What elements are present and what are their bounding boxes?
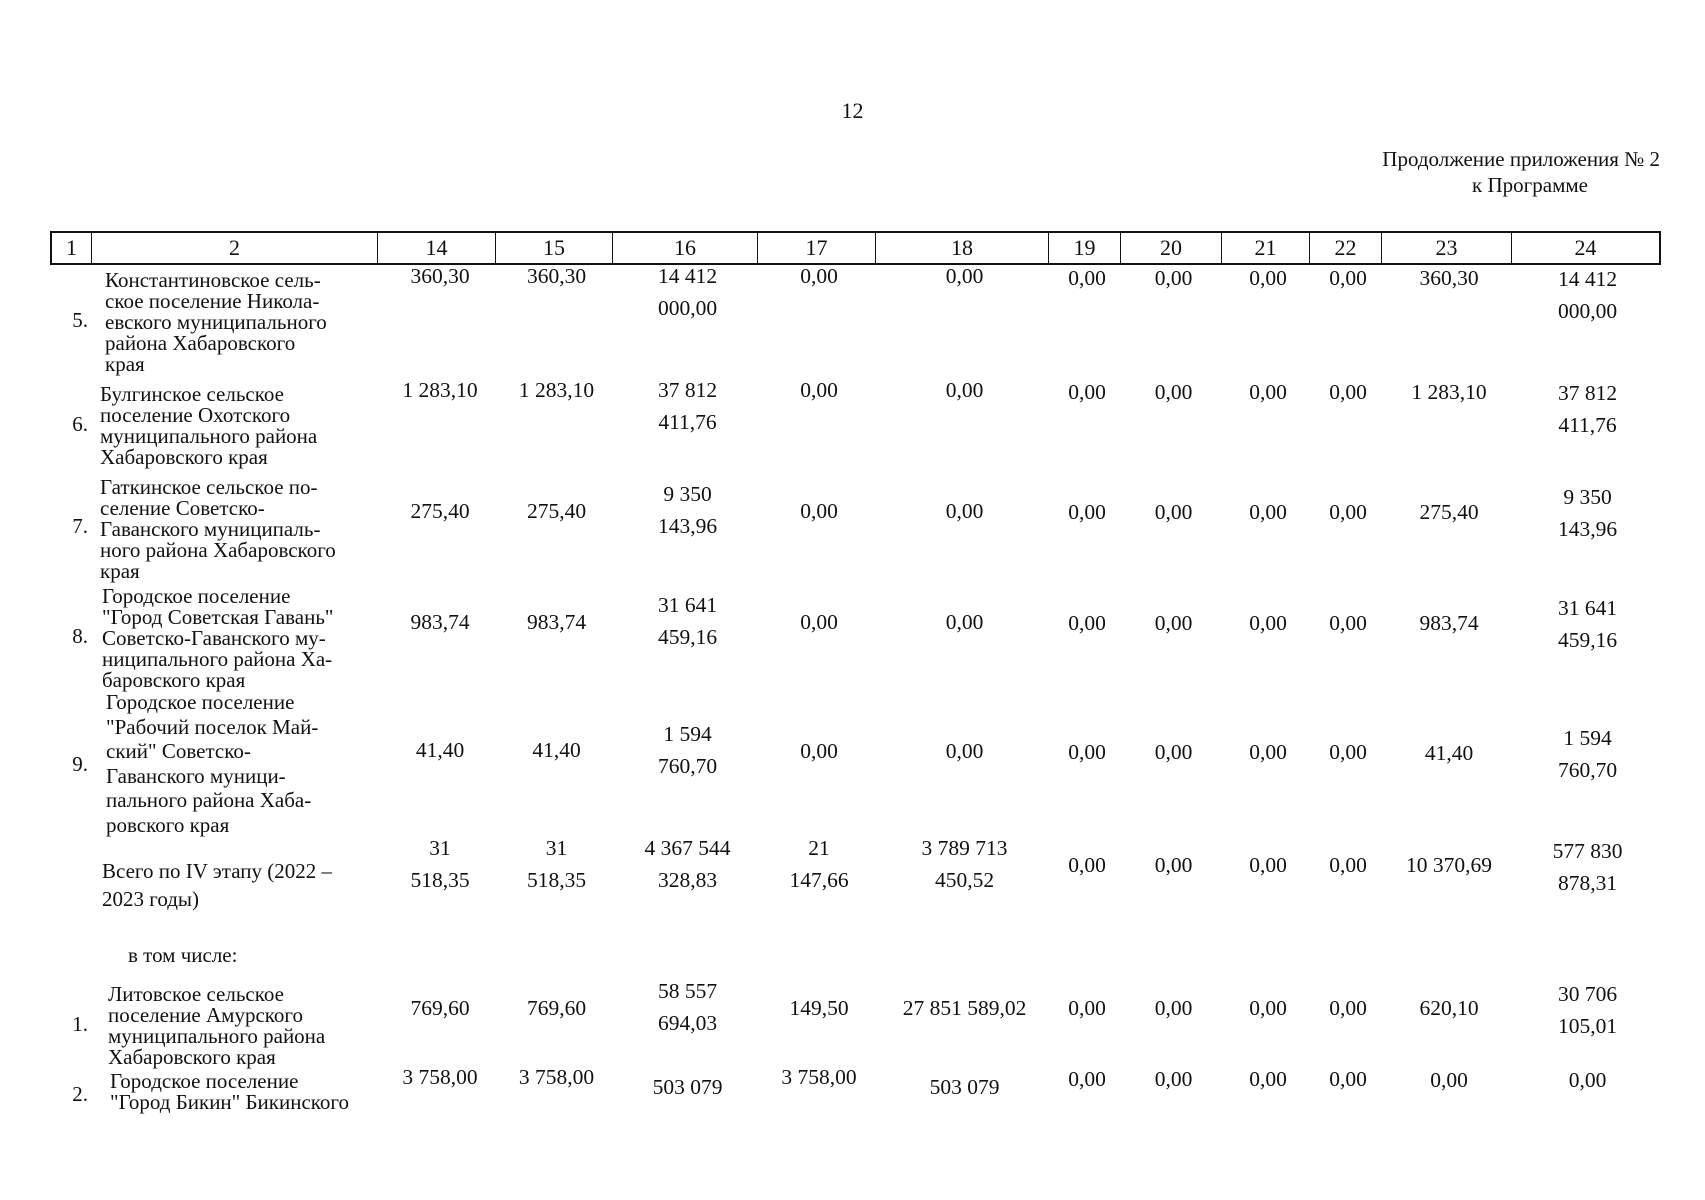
row-number: 1. xyxy=(72,1012,88,1036)
municipality-name: Городское поселение "Рабочий поселок Май- ский" Советско- Гаванского муници- пального района Хаба- ровского края xyxy=(106,690,319,837)
cell-col-16: 31 641 459,16 xyxy=(657,593,718,649)
cell-col-21: 0,00 xyxy=(1249,266,1287,290)
appendix-line-1: Продолжение приложения № 2 xyxy=(1382,147,1660,171)
row-number: 8. xyxy=(72,624,88,648)
cell-col-21: 0,00 xyxy=(1249,853,1287,877)
cell-col-15: 31 518,35 xyxy=(526,836,587,892)
column-header: 1 xyxy=(52,233,92,263)
cell-col-19: 0,00 xyxy=(1068,853,1106,877)
cell-col-15: 1 283,10 xyxy=(518,378,595,402)
cell-col-23: 1 283,10 xyxy=(1411,380,1487,404)
cell-col-21: 0,00 xyxy=(1249,996,1287,1020)
cell-col-16: 58 557 694,03 xyxy=(657,979,718,1035)
cell-col-16: 1 594 760,70 xyxy=(657,722,718,778)
cell-col-19: 0,00 xyxy=(1068,1067,1106,1091)
cell-col-23: 275,40 xyxy=(1419,500,1479,524)
total-label: Всего по IV этапу (2022 – 2023 годы) xyxy=(102,859,332,911)
column-header: 14 xyxy=(378,233,496,263)
cell-col-22: 0,00 xyxy=(1329,266,1367,290)
cell-col-22: 0,00 xyxy=(1329,996,1367,1020)
cell-col-19: 0,00 xyxy=(1068,380,1106,404)
column-header: 18 xyxy=(876,233,1049,263)
including-label: в том числе: xyxy=(128,943,238,967)
cell-col-15: 983,74 xyxy=(526,610,587,634)
cell-col-22: 0,00 xyxy=(1329,611,1367,635)
cell-col-17: 149,50 xyxy=(789,996,849,1020)
column-header: 23 xyxy=(1382,233,1512,263)
column-header: 21 xyxy=(1222,233,1310,263)
municipality-name: Булгинское сельское поселение Охотского муниципального района Хабаровского края xyxy=(100,382,318,469)
cell-col-23: 620,10 xyxy=(1419,996,1479,1020)
cell-col-24: 30 706 105,01 xyxy=(1557,982,1618,1038)
cell-col-18: 0,00 xyxy=(945,378,984,402)
column-header: 20 xyxy=(1121,233,1222,263)
cell-col-15: 360,30 xyxy=(526,264,587,288)
cell-col-14: 983,74 xyxy=(410,610,470,634)
cell-col-21: 0,00 xyxy=(1249,740,1287,764)
cell-col-21: 0,00 xyxy=(1249,1067,1287,1091)
row-number: 5. xyxy=(72,308,88,332)
cell-col-20: 0,00 xyxy=(1154,1067,1193,1091)
cell-col-15: 3 758,00 xyxy=(518,1065,595,1089)
cell-col-24: 14 412 000,00 xyxy=(1557,267,1618,323)
municipality-name: Городское поселение "Город Советская Гавань" Советско-Гаванского му- ниципального района Ха- баровского края xyxy=(102,584,334,692)
cell-col-23: 10 370,69 xyxy=(1406,853,1492,877)
cell-col-24: 31 641 459,16 xyxy=(1557,596,1618,652)
cell-col-14: 31 518,35 xyxy=(410,836,470,892)
cell-col-18: 0,00 xyxy=(945,739,984,763)
municipality-name: Литовское сельское поселение Амурского муниципального района Хабаровского края xyxy=(108,982,326,1069)
cell-col-17: 0,00 xyxy=(800,378,838,402)
cell-col-19: 0,00 xyxy=(1068,266,1106,290)
cell-col-18: 503 079 xyxy=(929,1075,1000,1099)
cell-col-21: 0,00 xyxy=(1249,380,1287,404)
cell-col-18: 3 789 713 450,52 xyxy=(921,836,1008,892)
cell-col-16: 9 350 143,96 xyxy=(657,482,718,538)
cell-col-24: 37 812 411,76 xyxy=(1557,381,1618,437)
cell-col-19: 0,00 xyxy=(1068,611,1106,635)
cell-col-21: 0,00 xyxy=(1249,500,1287,524)
cell-col-17: 0,00 xyxy=(800,610,838,634)
cell-col-19: 0,00 xyxy=(1068,500,1106,524)
cell-col-24: 0,00 xyxy=(1568,1068,1607,1092)
cell-col-16: 503 079 xyxy=(652,1075,723,1099)
cell-col-17: 21 147,66 xyxy=(789,836,849,892)
cell-col-14: 360,30 xyxy=(410,264,470,288)
cell-col-16: 37 812 411,76 xyxy=(657,378,718,434)
cell-col-18: 27 851 589,02 xyxy=(902,996,1027,1020)
cell-col-14: 3 758,00 xyxy=(402,1065,478,1089)
municipality-name: Константиновское сель- ское поселение Никола- евского муниципального района Хабаровского края xyxy=(105,268,327,376)
cell-col-17: 0,00 xyxy=(800,739,838,763)
cell-col-15: 41,40 xyxy=(532,738,581,762)
cell-col-18: 0,00 xyxy=(945,499,984,523)
cell-col-20: 0,00 xyxy=(1154,500,1193,524)
cell-col-23: 0,00 xyxy=(1430,1068,1468,1092)
row-number: 9. xyxy=(72,752,88,776)
cell-col-24: 9 350 143,96 xyxy=(1557,485,1618,541)
column-header: 19 xyxy=(1049,233,1121,263)
cell-col-15: 769,60 xyxy=(526,996,587,1020)
cell-col-16: 4 367 544 328,83 xyxy=(644,836,731,892)
cell-col-14: 769,60 xyxy=(410,996,470,1020)
cell-col-19: 0,00 xyxy=(1068,996,1106,1020)
column-header: 24 xyxy=(1574,235,1597,260)
cell-col-23: 983,74 xyxy=(1419,611,1479,635)
cell-col-16: 14 412 000,00 xyxy=(657,264,718,320)
cell-col-22: 0,00 xyxy=(1329,740,1367,764)
cell-col-20: 0,00 xyxy=(1154,740,1193,764)
column-header: 22 xyxy=(1310,233,1382,263)
cell-col-14: 1 283,10 xyxy=(402,378,478,402)
cell-col-24: 577 830 878,31 xyxy=(1552,839,1623,895)
row-number: 7. xyxy=(72,514,88,538)
column-header: 16 xyxy=(613,233,758,263)
column-header: 17 xyxy=(758,233,876,263)
appendix-caption xyxy=(1200,146,1660,198)
cell-col-14: 41,40 xyxy=(415,738,465,762)
cell-col-22: 0,00 xyxy=(1329,1067,1367,1091)
cell-col-19: 0,00 xyxy=(1068,740,1106,764)
cell-col-20: 0,00 xyxy=(1154,853,1193,877)
cell-col-21: 0,00 xyxy=(1249,611,1287,635)
cell-col-22: 0,00 xyxy=(1329,380,1367,404)
cell-col-15: 275,40 xyxy=(526,499,587,523)
cell-col-20: 0,00 xyxy=(1154,996,1193,1020)
municipality-name: Гаткинское сельское по- селение Советско- Гаванского муниципаль- ного района Хабаровского края xyxy=(100,475,336,583)
cell-col-22: 0,00 xyxy=(1329,500,1367,524)
cell-col-14: 275,40 xyxy=(410,499,470,523)
cell-col-20: 0,00 xyxy=(1154,266,1193,290)
cell-col-17: 3 758,00 xyxy=(781,1065,857,1089)
cell-col-23: 41,40 xyxy=(1424,741,1474,765)
page-number: 12 xyxy=(841,98,864,123)
municipality-name: Городское поселение "Город Бикин" Бикинского xyxy=(110,1069,350,1114)
cell-col-20: 0,00 xyxy=(1154,611,1193,635)
appendix-line-2: к Программе xyxy=(1472,173,1588,197)
column-header: 2 xyxy=(92,233,378,263)
cell-col-23: 360,30 xyxy=(1419,266,1479,290)
cell-col-20: 0,00 xyxy=(1154,380,1193,404)
cell-col-24: 1 594 760,70 xyxy=(1557,726,1618,782)
column-header: 15 xyxy=(496,233,613,263)
cell-col-17: 0,00 xyxy=(800,264,838,288)
cell-col-22: 0,00 xyxy=(1329,853,1367,877)
cell-col-18: 0,00 xyxy=(945,610,984,634)
row-number: 6. xyxy=(72,412,88,436)
cell-col-17: 0,00 xyxy=(800,499,838,523)
row-number: 2. xyxy=(72,1082,88,1106)
cell-col-18: 0,00 xyxy=(945,264,984,288)
